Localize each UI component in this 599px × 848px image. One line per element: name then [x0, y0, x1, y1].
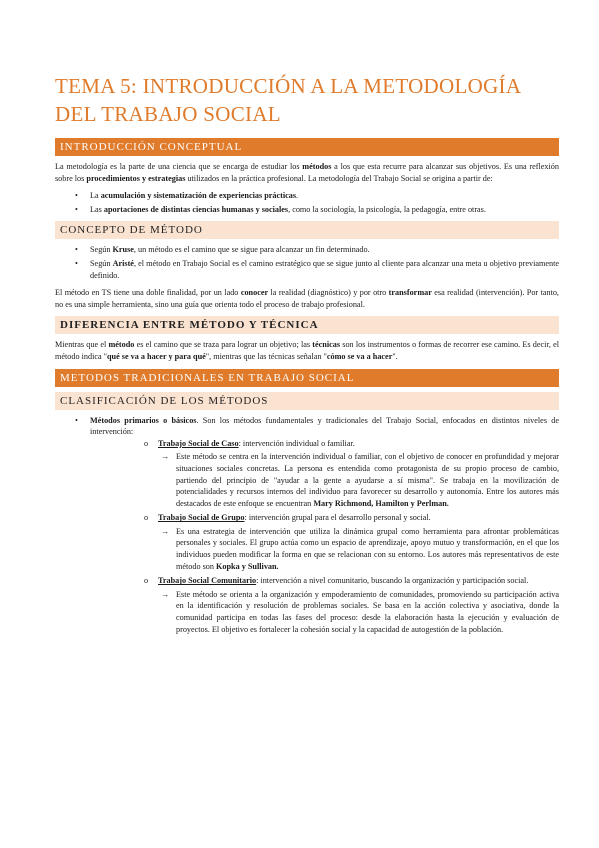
bold-text: métodos	[302, 162, 332, 171]
text: son los instrumentos o formas de recorrer ese camino. Es decir, el método indica "	[55, 340, 560, 361]
concepto-paragraph	[55, 287, 559, 310]
text: Este método se orienta a la organización y empoderamiento de comunidades, promoviendo su participación activa en la identificación y resolución de problemas sociales. Se basa en la acción colectiva y asociativa, donde la comunidad participa en todas las fases del proceso: desde la elaboración hasta la ejecución y evaluación de proyectos. El objetivo es fortalecer la cohesión social y la capacidad de autogestión de la población.	[176, 589, 559, 634]
bold-text: qué se va a hacer y para qué	[107, 351, 206, 361]
text: Este método se centra en la intervención individual o familiar, con el objetivo de conocer en profundidad y mejorar situaciones sociales concretas. La persona es entendida como protagonista de su propio proceso de cambio, partiendo del principio de "ayudar a la gente a ayudarse a sí misma". Se trabaja en la movilización de potencialidades y recursos internos del individuo para favorecer su desarrollo y autonomía. Entre los autores más destacados de este enfoque se encuentran	[176, 452, 559, 508]
text: esa realidad (intervención). Por tanto, no es una simple herramienta, sino una guía que orienta todo el proceso de trabajo profesional.	[55, 288, 559, 309]
classification-list	[55, 415, 559, 636]
text: .	[296, 191, 299, 201]
bullet-icon: •	[75, 258, 78, 268]
list-item-comunitario	[90, 575, 559, 587]
bold-text: acumulación y sistematización de experiencias prácticas	[100, 191, 297, 201]
text: Es una estrategia de intervención que utiliza la dinámica grupal como herramienta para afrontar problemáticas personales y sociales. El grupo actúa como un espacio de aprendizaje, apoyo mutuo y transformación, en el que los individuos pueden modificar la forma en que se relacionan con su entorno. Los autores más representativos de este método son	[176, 526, 559, 571]
text: Según	[90, 258, 113, 268]
text: : intervención grupal para el desarrollo personal y social.	[244, 513, 431, 523]
circle-bullet-icon: o	[144, 576, 149, 586]
page-title: TEMA 5: INTRODUCCIÓN A LA METODOLOGÍA DEL TRABAJO SOCIAL	[55, 74, 521, 126]
list-item	[55, 415, 559, 636]
list-item-grupo	[90, 512, 559, 524]
intro-paragraph	[55, 161, 559, 184]
text: : intervención a nivel comunitario, buscando la organización y participación social.	[256, 576, 529, 586]
text: la realidad (diagnóstico) y por otro	[268, 288, 389, 298]
list-item	[55, 190, 559, 202]
bold-text: Métodos primarios o básicos	[90, 415, 197, 425]
text: Las	[90, 204, 104, 214]
methods-sublist	[90, 575, 559, 587]
section-heading-diferencia: DIFERENCIA ENTRE MÉTODO Y TÉCNICA	[55, 316, 559, 334]
bold-text: procedimientos y estrategias	[86, 173, 186, 183]
text: a los que esta recurre para alcanzar sus objetivos. Es una reflexión sobre los	[55, 162, 559, 183]
caso-description	[90, 451, 559, 509]
bullet-icon: •	[75, 415, 78, 425]
text: ", mientras que las técnicas señalan "	[205, 351, 327, 361]
text: Mientras que el	[55, 340, 109, 350]
bold-text: Trabajo Social de Grupo	[158, 513, 245, 523]
text: La metodología es la parte de una ciencia que se encarga de estudiar los	[55, 162, 303, 171]
list-item	[55, 204, 559, 216]
bold-text: Trabajo Social de Caso	[158, 438, 239, 448]
text: , como la sociología, la psicología, la pedagogía, entre otras.	[288, 204, 486, 214]
bold-text: Kopka y Sullivan.	[216, 561, 279, 571]
bold-text: técnicas	[312, 340, 341, 350]
origin-list	[55, 190, 559, 215]
text: ".	[392, 351, 398, 361]
bold-text: transformar	[388, 288, 432, 298]
bold-text: conocer	[240, 288, 269, 298]
text: : intervención individual o familiar.	[238, 438, 355, 448]
list-item	[55, 258, 559, 281]
section-heading-introduccion: INTRODUCCIÓN CONCEPTUAL	[55, 138, 559, 156]
arrow-right-icon: →	[161, 452, 170, 462]
text: , el método en Trabajo Social es el camino estratégico que se sigue junto al cliente para alcanzar una meta u objetivo previamente definido.	[90, 258, 560, 280]
text: , un método es el camino que se sigue para alcanzar un fin determinado.	[133, 245, 370, 255]
section-heading-concepto: CONCEPTO DE MÉTODO	[55, 221, 559, 239]
section-heading-clasificacion: CLASIFICACIÓN DE LOS MÉTODOS	[55, 392, 559, 410]
arrow-right-icon: →	[161, 589, 170, 599]
bullet-icon: •	[75, 204, 78, 214]
bold-text: método	[108, 340, 135, 350]
text: Según	[90, 245, 113, 255]
bullet-icon: •	[75, 191, 78, 201]
circle-bullet-icon: o	[144, 513, 149, 523]
bold-text: Mary Richmond, Hamilton y Perlman.	[313, 498, 449, 508]
bold-text: cómo se va a hacer	[326, 351, 393, 361]
text: El método en TS tiene una doble finalidad, por un lado	[55, 288, 241, 298]
definitions-list	[55, 244, 559, 281]
circle-bullet-icon: o	[144, 438, 149, 448]
text: . Son los métodos fundamentales y tradicionales del Trabajo Social, enfocados en distintos niveles de intervención:	[90, 415, 559, 437]
text: utilizados en la práctica profesional. La metodología del Trabajo Social se origina a partir de:	[185, 173, 493, 183]
bold-text: aportaciones de distintas ciencias humanas y sociales	[103, 204, 289, 214]
text: es el camino que se traza para lograr un objetivo; las	[134, 340, 313, 350]
bullet-icon: •	[75, 245, 78, 255]
list-item-caso	[90, 438, 559, 450]
comunitario-description	[90, 589, 559, 635]
bold-text: Kruse	[112, 245, 134, 255]
diferencia-paragraph	[55, 339, 559, 362]
list-item	[55, 244, 559, 256]
bold-text: Aristé	[112, 258, 134, 268]
grupo-description	[90, 526, 559, 572]
bold-text: Trabajo Social Comunitario	[158, 576, 257, 586]
methods-sublist	[90, 438, 559, 450]
section-heading-metodos-tradicionales: METODOS TRADICIONALES EN TRABAJO SOCIAL	[55, 369, 559, 387]
arrow-right-icon: →	[161, 526, 170, 536]
methods-sublist	[90, 512, 559, 524]
text: La	[90, 191, 101, 201]
